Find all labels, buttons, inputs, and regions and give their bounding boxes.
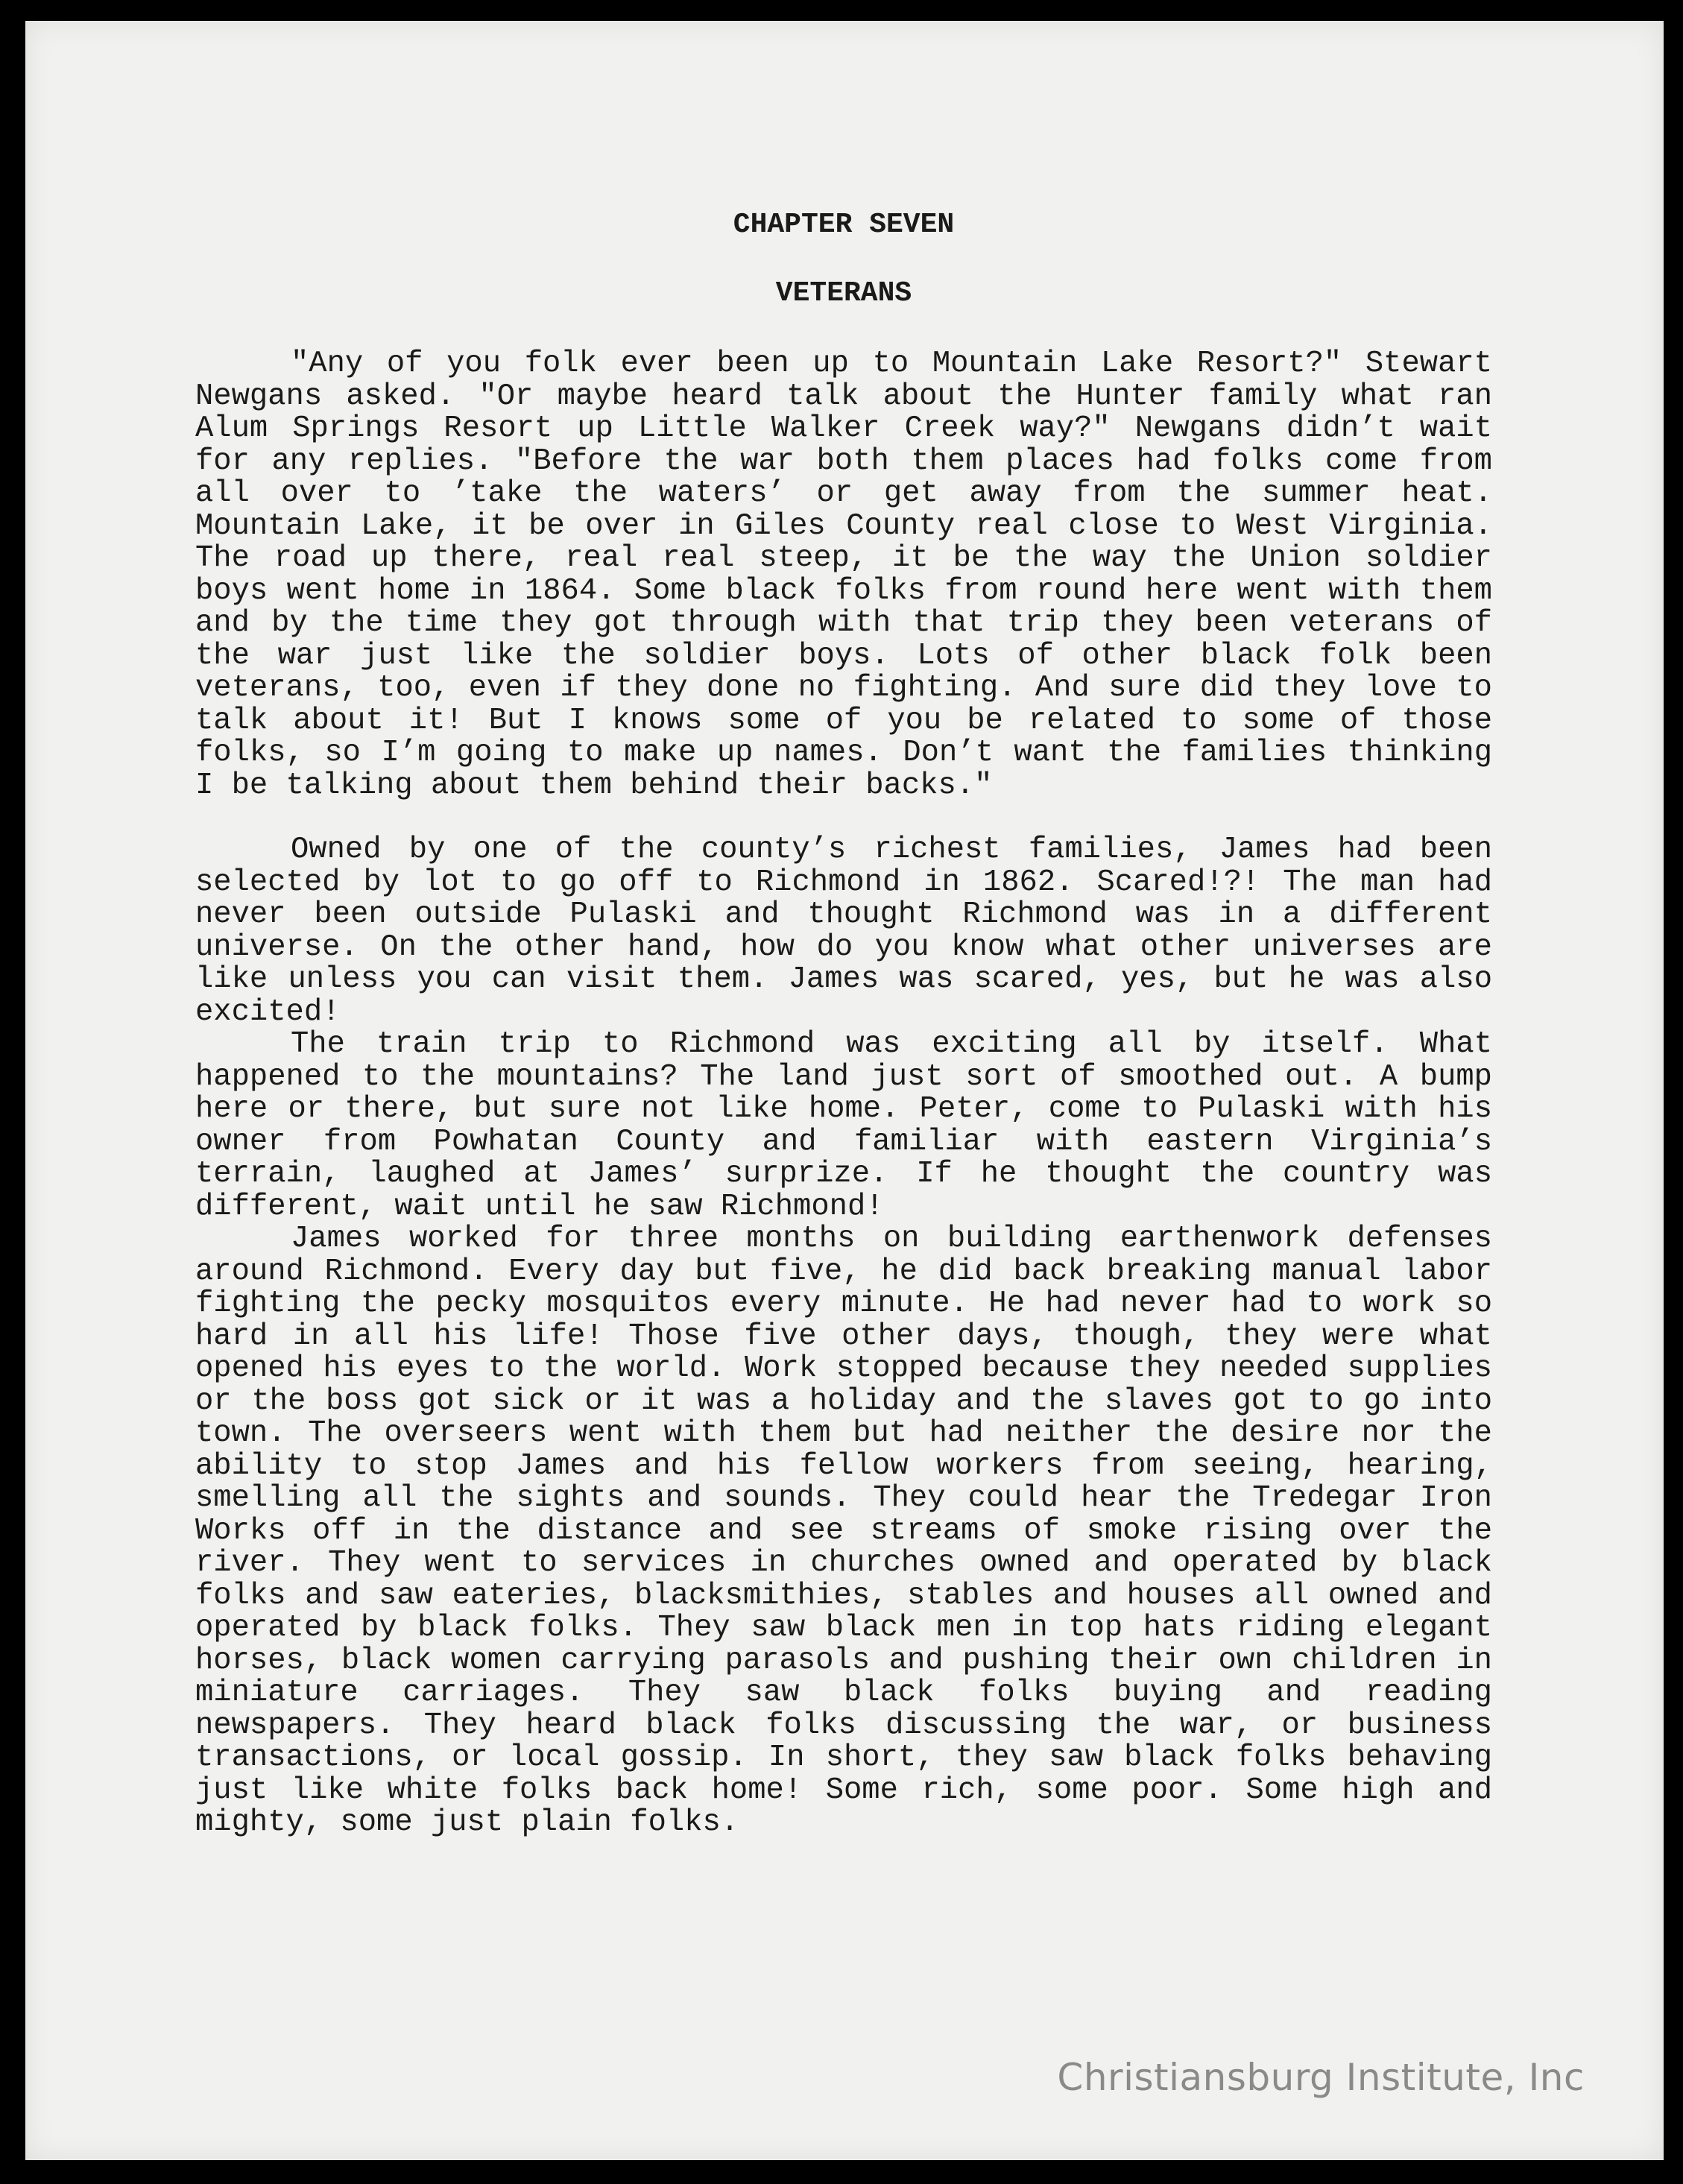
watermark-text: Christiansburg Institute, Inc bbox=[1057, 2056, 1585, 2099]
paragraph-2: Owned by one of the county’s richest families, James had been selected by lot to go off to Richmond in 1862. Scared!?! The man had never been outside Pulaski and thought Richmond was in a different universe. On the other hand, how do you know what other universes are like unless you can visit them. James was scared, yes, but he was also excited! bbox=[195, 833, 1492, 1029]
paragraph-3: The train trip to Richmond was exciting all by itself. What happened to the mountains? The land just sort of smoothed out. A bump here or there, but sure not like home. Peter, come to Pulaski with his owner from Powhatan County and familiar with eastern Virginia’s terrain, laughed at James’ surprize. If he thought the country was different, wait until he saw Richmond! bbox=[195, 1027, 1492, 1224]
document-body bbox=[195, 209, 1492, 1840]
chapter-heading: CHAPTER SEVEN bbox=[733, 209, 955, 241]
document-page bbox=[25, 21, 1664, 2160]
paragraph-4: James worked for three months on building earthenwork defenses around Richmond. Every day but five, he did back breaking manual labor fighting the pecky mosquitos every minute. He had never had to work so hard in all his life! Those five other days, though, they were what opened his eyes to the world. Work stopped because they needed supplies or the boss got sick or it was a holiday and the slaves got to go into town. The overseers went with them but had neither the desire nor the ability to stop James and his fellow workers from seeing, hearing, smelling all the sights and sounds. They could hear the Tredegar Iron Works off in the distance and see streams of smoke rising over the river. They went to services in churches owned and operated by black folks and saw eateries, blacksmithies, stables and houses all owned and operated by black folks. They saw black men in top hats riding elegant horses, black women carrying parasols and pushing their own children in miniature carriages. They saw black folks buying and reading newspapers. They heard black folks discussing the war, or business transactions, or local gossip. In short, they saw black folks behaving just like white folks back home! Some rich, some poor. Some high and mighty, some just plain folks. bbox=[195, 1222, 1492, 1840]
paragraph-1: "Any of you folk ever been up to Mountain Lake Resort?" Stewart Newgans asked. "Or maybe heard talk about the Hunter family what ran Alum Springs Resort up Little Walker Creek way?" Newgans didn’t wait for any replies. "Before the war both them places had folks come from all over to ’take the waters’ or get away from the summer heat. Mountain Lake, it be over in Giles County real close to West Virginia. The road up there, real real steep, it be the way the Union soldier boys went home in 1864. Some black folks from round here went with them and by the time they got through with that trip they been veterans of the war just like the soldier boys. Lots of other black folk been veterans, too, even if they done no fighting. And sure did they love to talk about it! But I knows some of you be related to some of those folks, so I’m going to make up names. Don’t want the families thinking I be talking about them behind their backs." bbox=[195, 347, 1492, 803]
chapter-title: VETERANS bbox=[775, 277, 912, 309]
